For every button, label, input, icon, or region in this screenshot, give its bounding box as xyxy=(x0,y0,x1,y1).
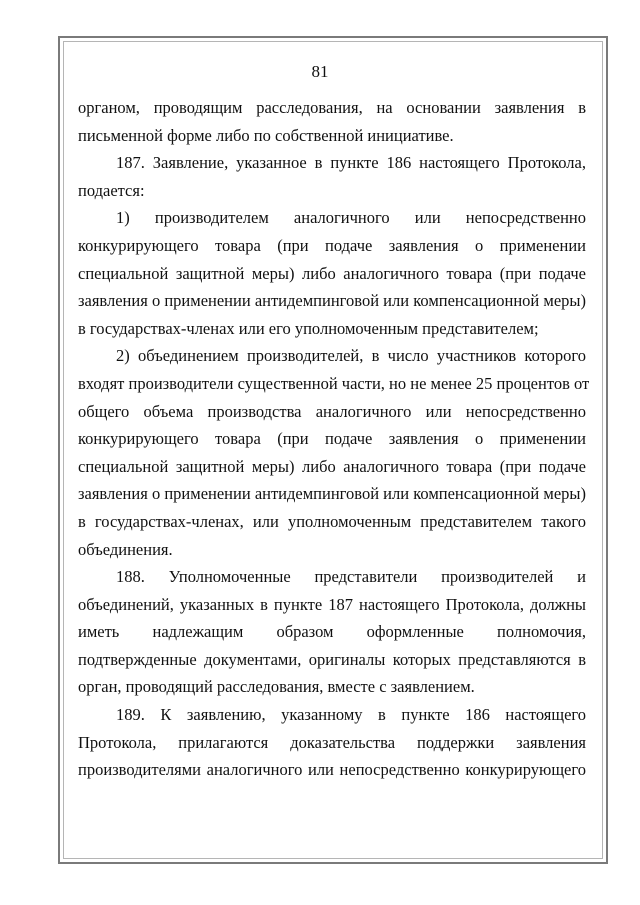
text-line: специальной защитной меры) либо аналогичного товара (при подаче xyxy=(78,456,586,476)
text-line: 189. К заявлению, указанному в пункте 186 настоящего xyxy=(116,705,586,725)
text-line: в государствах-членах или его уполномоченным представителем; xyxy=(78,318,539,338)
text-line: Протокола, прилагаются доказательства поддержки заявления xyxy=(78,732,586,752)
text-line: специальной защитной меры) либо аналогичного товара (при подаче xyxy=(78,263,586,283)
page-number: 81 xyxy=(311,62,329,81)
text-line: орган, проводящий расследования, вместе с заявлением. xyxy=(78,677,475,697)
text-line: органом, проводящим расследования, на основании заявления в xyxy=(78,98,586,117)
text-line: заявления о применении антидемпинговой или компенсационной меры) xyxy=(78,291,586,311)
text-line: иметь надлежащим образом оформленные полномочия, xyxy=(78,622,586,642)
text-line: подтвержденные документами, оригиналы которых представляются в xyxy=(78,649,586,669)
document-body xyxy=(78,94,590,784)
text-line: подается: xyxy=(78,180,145,200)
text-line: общего объема производства аналогичного или непосредственно xyxy=(78,401,586,421)
text-line: 1) производителем аналогичного или непосредственно xyxy=(116,208,586,228)
text-line: в государствах-членах, или уполномоченным представителем такого xyxy=(78,511,586,531)
text-line: объединения. xyxy=(78,539,173,559)
text-line: конкурирующего товара (при подаче заявления о применении xyxy=(78,235,586,255)
text-line: входят производители существенной части, но не менее 25 процентов от xyxy=(78,373,590,393)
text-line: конкурирующего товара (при подаче заявления о применении xyxy=(78,429,586,449)
text-line: 188. Уполномоченные представители производителей и xyxy=(116,567,586,587)
text-line: заявления о применении антидемпинговой или компенсационной меры) xyxy=(78,484,586,504)
text-line: письменной форме либо по собственной инициативе. xyxy=(78,125,454,145)
text-line: объединений, указанных в пункте 187 настоящего Протокола, должны xyxy=(78,594,586,614)
text-line: 187. Заявление, указанное в пункте 186 настоящего Протокола, xyxy=(116,153,586,173)
text-line: производителями аналогичного или непосредственно конкурирующего xyxy=(78,760,586,780)
text-line: 2) объединением производителей, в число участников которого xyxy=(116,346,586,366)
